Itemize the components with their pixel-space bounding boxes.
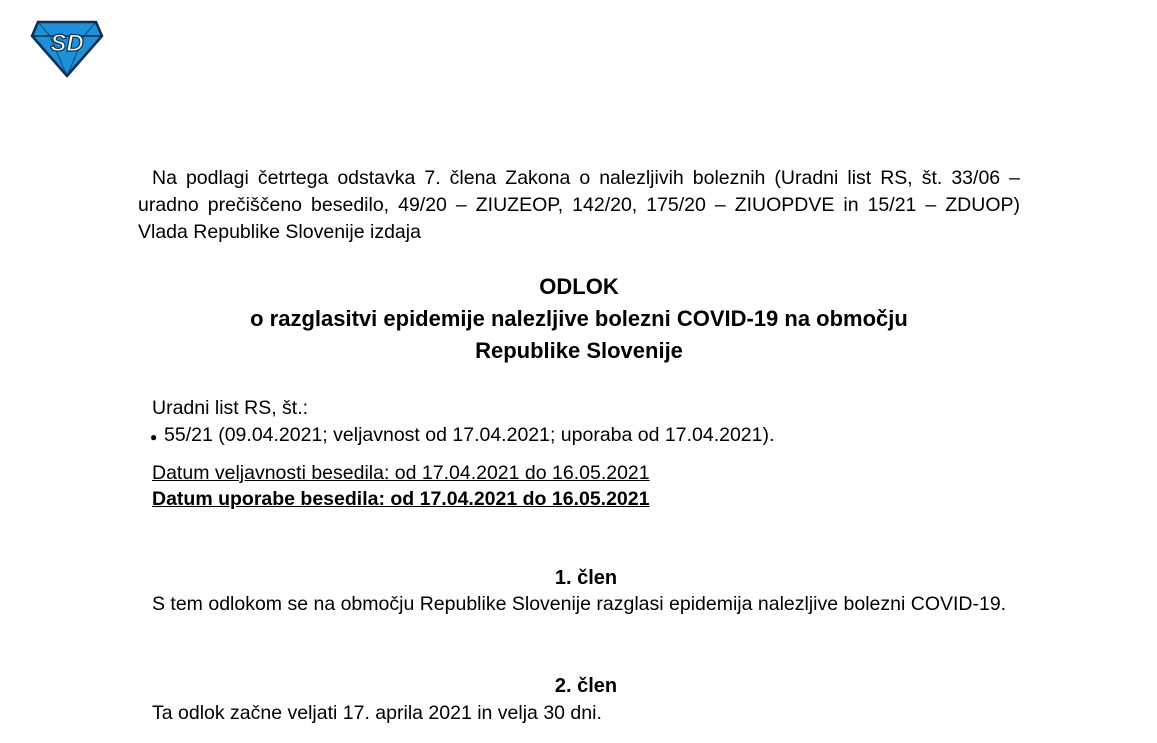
article-1-heading: 1. člen	[554, 567, 618, 589]
sd-logo	[30, 16, 104, 78]
article-2-heading: 2. člen	[554, 675, 618, 697]
bullet-icon: ●	[150, 430, 158, 444]
article-2-text: Ta odlok začne veljati 17. aprila 2021 in velja 30 dni.	[152, 702, 602, 724]
date-info	[138, 460, 1034, 512]
gazette-entry	[150, 422, 1034, 451]
gazette-entry-text: 55/21 (09.04.2021; veljavnost od 17.04.2021; uporaba od 17.04.2021).	[164, 424, 775, 446]
sd-diamond-logo-icon	[30, 16, 104, 78]
svg-text:SD: SD	[50, 30, 84, 57]
document-title	[138, 271, 1020, 367]
validity-date: Datum veljavnosti besedila: od 17.04.2021 do 16.05.2021	[152, 462, 650, 484]
gazette-label: Uradni list RS, št.:	[152, 397, 309, 419]
title-line-1: ODLOK	[539, 274, 619, 299]
title-line-3: Republike Slovenije	[475, 338, 683, 363]
article-1-text: S tem odlokom se na območju Republike Slovenije razglasi epidemija nalezljive bolezni COVID-19.	[152, 593, 1007, 615]
title-line-2: o razglasitvi epidemije nalezljive bolezni COVID-19 na območju	[250, 306, 908, 331]
application-date: Datum uporabe besedila: od 17.04.2021 do 16.05.2021	[152, 488, 650, 510]
gazette-info	[138, 395, 1034, 451]
intro-paragraph: Na podlagi četrtega odstavka 7. člena Zakona o nalezljivih boleznih (Uradni list RS, št. 33/06 – uradno prečiščeno besedilo, 49/20 – ZIUZEOP, 142/20, 175/20 – ZIUOPDVE in 15/21 – ZDUOP) Vlada Republike Slovenije izdaja	[138, 167, 1020, 243]
